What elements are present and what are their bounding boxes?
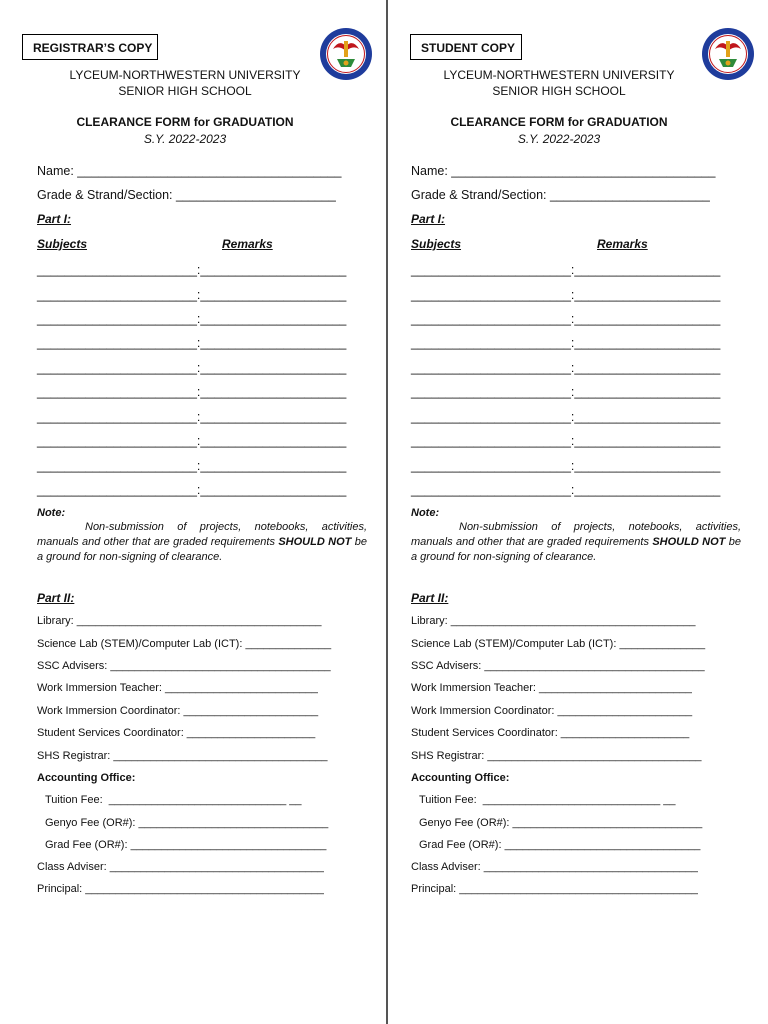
part-1-heading: Part I: — [411, 212, 446, 226]
note-text: Non-submission of projects, notebooks, activities, manuals and other that are graded requirements SHOULD NOT be a ground for non-signing of clearance. — [411, 521, 741, 563]
ssc-advisers-field[interactable]: SSC Advisers: ____________________________________ — [37, 660, 331, 672]
library-field[interactable]: Library: ________________________________________ — [37, 615, 322, 627]
subject-row[interactable]: _______________________:_____________________ — [411, 263, 721, 277]
subject-row[interactable]: _______________________:_____________________ — [37, 336, 347, 350]
subject-row[interactable]: _______________________:_____________________ — [37, 361, 347, 375]
school-year: S.Y. 2022-2023 — [143, 132, 227, 146]
accounting-office-heading: Accounting Office: — [411, 772, 510, 784]
subject-row[interactable]: _______________________:_____________________ — [37, 410, 347, 424]
subject-row[interactable]: _______________________:_____________________ — [37, 312, 347, 326]
subjects-header: Subjects — [411, 237, 462, 251]
subject-row[interactable]: _______________________:_____________________ — [37, 434, 347, 448]
science-lab-field[interactable]: Science Lab (STEM)/Computer Lab (ICT): ______________ — [37, 638, 332, 650]
remarks-header: Remarks — [597, 237, 648, 251]
subject-row[interactable]: _______________________:_____________________ — [411, 385, 721, 399]
registrars-copy-form — [0, 0, 370, 1024]
shs-registrar-field[interactable]: SHS Registrar: ___________________________________ — [37, 750, 328, 762]
subject-row[interactable]: _______________________:_____________________ — [411, 459, 721, 473]
library-field[interactable]: Library: ________________________________________ — [411, 615, 696, 627]
copy-badge: STUDENT COPY — [410, 34, 522, 60]
ssc-advisers-field[interactable]: SSC Advisers: ____________________________________ — [411, 660, 705, 672]
tuition-fee-field[interactable]: Tuition Fee: _____________________________ __ — [419, 794, 676, 806]
subject-row[interactable]: _______________________:_____________________ — [411, 434, 721, 448]
genyo-fee-field[interactable]: Genyo Fee (OR#): _______________________________ — [419, 817, 703, 829]
part-2-heading: Part II: — [411, 591, 449, 605]
subject-row[interactable]: _______________________:_____________________ — [37, 483, 347, 497]
copy-badge: REGISTRAR’S COPY — [22, 34, 158, 60]
subject-row[interactable]: _______________________:_____________________ — [411, 288, 721, 302]
student-copy-form — [374, 0, 744, 1024]
work-immersion-teacher-field[interactable]: Work Immersion Teacher: _________________________ — [37, 682, 318, 694]
principal-field[interactable]: Principal: _______________________________________ — [411, 883, 698, 895]
subject-row[interactable]: _______________________:_____________________ — [411, 361, 721, 375]
genyo-fee-field[interactable]: Genyo Fee (OR#): _______________________________ — [45, 817, 329, 829]
subject-row[interactable]: _______________________:_____________________ — [411, 336, 721, 350]
tuition-fee-field[interactable]: Tuition Fee: _____________________________ __ — [45, 794, 302, 806]
student-services-coordinator-field[interactable]: Student Services Coordinator: _____________________ — [411, 727, 690, 739]
university-name: LYCEUM-NORTHWESTERN UNIVERSITY SENIOR HIGH SCHOOL — [69, 68, 301, 98]
note-label: Note: — [411, 507, 440, 519]
university-name: LYCEUM-NORTHWESTERN UNIVERSITY SENIOR HIGH SCHOOL — [443, 68, 675, 98]
work-immersion-coordinator-field[interactable]: Work Immersion Coordinator: ______________________ — [37, 705, 319, 717]
grad-fee-field[interactable]: Grad Fee (OR#): ________________________________ — [419, 839, 701, 851]
name-field[interactable]: Name: ______________________________________ — [37, 164, 342, 178]
work-immersion-teacher-field[interactable]: Work Immersion Teacher: _________________________ — [411, 682, 692, 694]
accounting-office-heading: Accounting Office: — [37, 772, 136, 784]
subject-row[interactable]: _______________________:_____________________ — [37, 263, 347, 277]
remarks-header: Remarks — [222, 237, 273, 251]
grad-fee-field[interactable]: Grad Fee (OR#): ________________________________ — [45, 839, 327, 851]
form-title: CLEARANCE FORM for GRADUATION — [450, 115, 668, 129]
subject-row[interactable]: _______________________:_____________________ — [37, 385, 347, 399]
note-text: Non-submission of projects, notebooks, activities, manuals and other that are graded requirements SHOULD NOT be a ground for non-signing of clearance. — [37, 521, 367, 563]
science-lab-field[interactable]: Science Lab (STEM)/Computer Lab (ICT): ______________ — [411, 638, 706, 650]
note-label: Note: — [37, 507, 66, 519]
part-1-heading: Part I: — [37, 212, 72, 226]
subject-row[interactable]: _______________________:_____________________ — [37, 459, 347, 473]
subjects-header: Subjects — [37, 237, 88, 251]
grade-strand-field[interactable]: Grade & Strand/Section: _______________________ — [37, 188, 336, 202]
subject-row[interactable]: _______________________:_____________________ — [411, 410, 721, 424]
work-immersion-coordinator-field[interactable]: Work Immersion Coordinator: ______________________ — [411, 705, 693, 717]
subject-row[interactable]: _______________________:_____________________ — [411, 483, 721, 497]
subject-row[interactable]: _______________________:_____________________ — [37, 288, 347, 302]
principal-field[interactable]: Principal: _______________________________________ — [37, 883, 324, 895]
school-year: S.Y. 2022-2023 — [517, 132, 601, 146]
part-2-heading: Part II: — [37, 591, 75, 605]
class-adviser-field[interactable]: Class Adviser: ___________________________________ — [411, 861, 698, 873]
subject-row[interactable]: _______________________:_____________________ — [411, 312, 721, 326]
grade-strand-field[interactable]: Grade & Strand/Section: _______________________ — [411, 188, 710, 202]
class-adviser-field[interactable]: Class Adviser: ___________________________________ — [37, 861, 324, 873]
form-title: CLEARANCE FORM for GRADUATION — [76, 115, 294, 129]
name-field[interactable]: Name: ______________________________________ — [411, 164, 716, 178]
student-services-coordinator-field[interactable]: Student Services Coordinator: _____________________ — [37, 727, 316, 739]
shs-registrar-field[interactable]: SHS Registrar: ___________________________________ — [411, 750, 702, 762]
